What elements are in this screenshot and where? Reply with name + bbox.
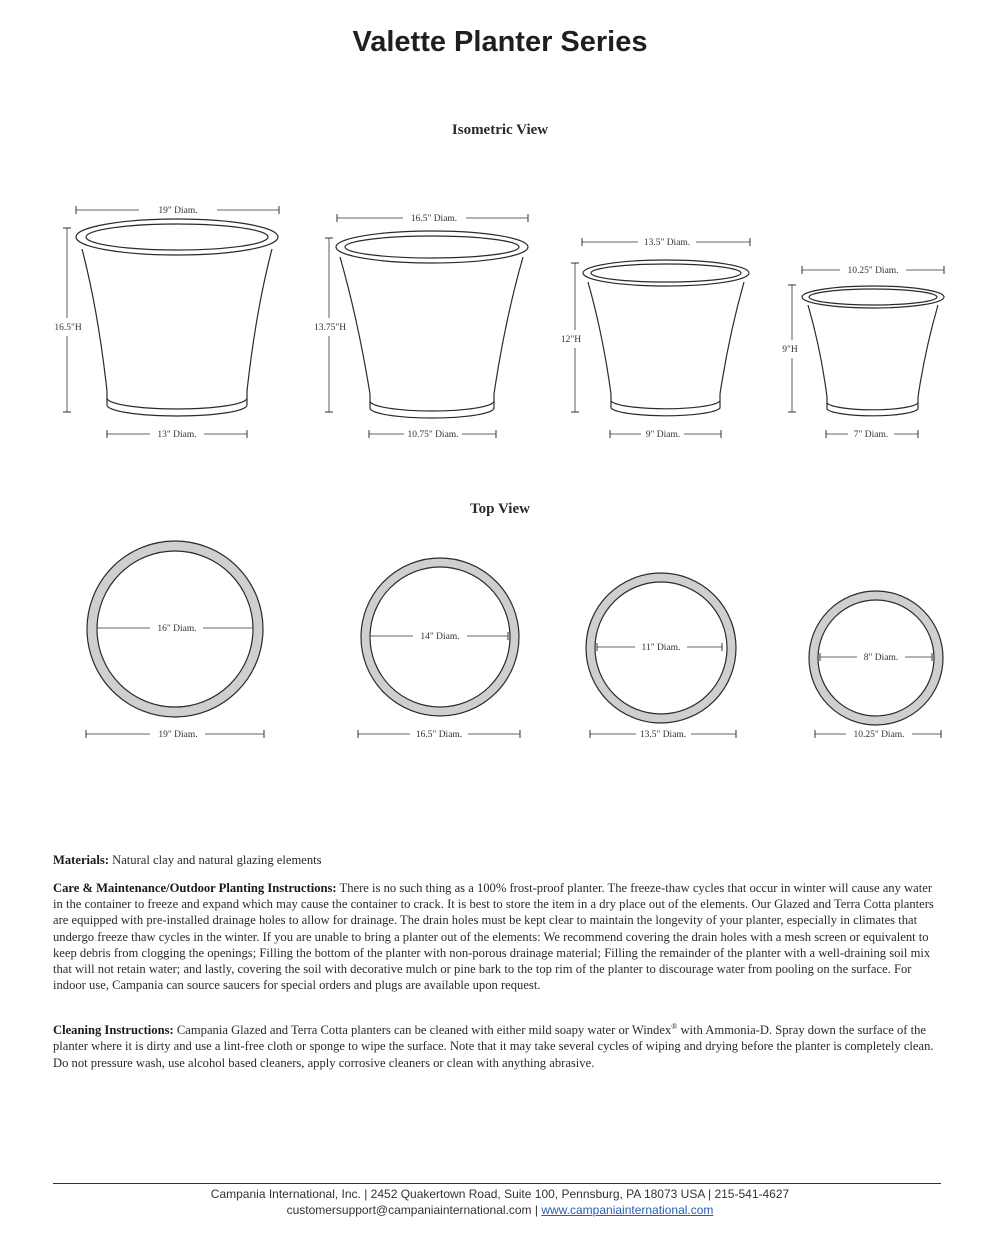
top-outer-diameter-2: 16.5" Diam.	[415, 730, 463, 740]
cleaning-paragraph	[53, 1019, 943, 1071]
isometric-height-2: 13.75"H	[313, 323, 347, 333]
isometric-height-4: 9"H	[782, 345, 798, 355]
care-text: There is no such thing as a 100% frost-proof planter. The freeze-thaw cycles that occur in winter will cause any water in the container to freeze and expand which may cause the container to crack. It is best to store the item in a dry place out of the elements. Our Glazed and Terra Cotta planters are equipped with pre-installed drainage holes to allow for drainage. The drain holes must be kept clear to maintain the longevity of your planter, especially in climates that undergo freeze thaw cycles in the winter. If you are unable to bring a planter out of the elements: We recommend covering the drain holes with a mesh screen or equivalent to keep debris from clogging the openings; Filling the bottom of the planter with non-porous drainage material; Filling the remainder of the planter with a well-draining soil mix that will not retain water; and lastly, covering the soil with decorative mulch or pine bark to the top rim of the planter to discourage water from pooling on the surface. For indoor use, Campania can source saucers for special orders and plugs are available upon request.	[53, 881, 934, 993]
footer-contact	[0, 1203, 1000, 1217]
isometric-base-diameter-3: 9" Diam.	[645, 430, 681, 440]
top-outer-diameter-3: 13.5" Diam.	[639, 730, 687, 740]
care-label: Care & Maintenance/Outdoor Planting Instructions:	[53, 881, 337, 895]
cleaning-label: Cleaning Instructions:	[53, 1023, 174, 1038]
top-inner-diameter-2: 14" Diam.	[420, 632, 460, 642]
materials-paragraph	[53, 852, 943, 868]
registered-mark: ®	[671, 1022, 678, 1031]
footer-address: Campania International, Inc. | 2452 Quakertown Road, Suite 100, Pennsburg, PA 18073 USA | 215-541-4627	[210, 1187, 790, 1201]
isometric-planter-1	[76, 219, 278, 416]
isometric-height-3: 12"H	[560, 335, 582, 345]
isometric-rim-diameter-2: 16.5" Diam.	[410, 214, 458, 224]
footer-email[interactable]: customersupport@campaniainternational.com	[286, 1203, 532, 1217]
isometric-rim-diameter-3: 13.5" Diam.	[643, 238, 691, 248]
isometric-planter-2	[336, 231, 528, 418]
top-inner-diameter-3: 11" Diam.	[641, 643, 681, 653]
isometric-rim-diameter-1: 19" Diam.	[158, 206, 198, 216]
materials-text: Natural clay and natural glazing elements	[108, 853, 322, 867]
care-paragraph	[53, 880, 943, 993]
cleaning-text-after: with Ammonia-D. Spray down the surface of the planter where it is dirty and use a lint-free cloth or sponge to wipe the surface. Note that it may take several cycles of wiping and drying before the planter is completely clean. Do not pressure wash, use alcohol based cleaners, apply corrosive cleaners or clean with anything abrasive.	[53, 1023, 934, 1070]
isometric-planter-3	[583, 260, 749, 416]
isometric-rim-diameter-4: 10.25" Diam.	[847, 266, 899, 276]
isometric-planter-4	[802, 286, 944, 416]
cleaning-text-before: Campania Glazed and Terra Cotta planters can be cleaned with either mild soapy water or Windex	[173, 1023, 672, 1038]
footer-separator: |	[531, 1203, 542, 1217]
footer-website-link[interactable]: www.campaniainternational.com	[541, 1203, 714, 1217]
page-title: Valette Planter Series	[352, 26, 648, 58]
isometric-base-diameter-1: 13" Diam.	[157, 430, 197, 440]
isometric-base-diameter-2: 10.75" Diam.	[407, 430, 459, 440]
top-inner-diameter-1: 16" Diam.	[157, 624, 197, 634]
footer-divider	[53, 1183, 941, 1184]
top-view-heading: Top View	[470, 501, 530, 517]
materials-label: Materials:	[53, 853, 109, 867]
isometric-base-diameter-4: 7" Diam.	[853, 430, 889, 440]
top-outer-diameter-1: 19" Diam.	[158, 730, 198, 740]
top-outer-diameter-4: 10.25" Diam.	[853, 730, 905, 740]
isometric-height-1: 16.5"H	[54, 323, 82, 333]
top-inner-diameter-4: 8" Diam.	[863, 653, 899, 663]
isometric-view-heading: Isometric View	[451, 122, 549, 138]
